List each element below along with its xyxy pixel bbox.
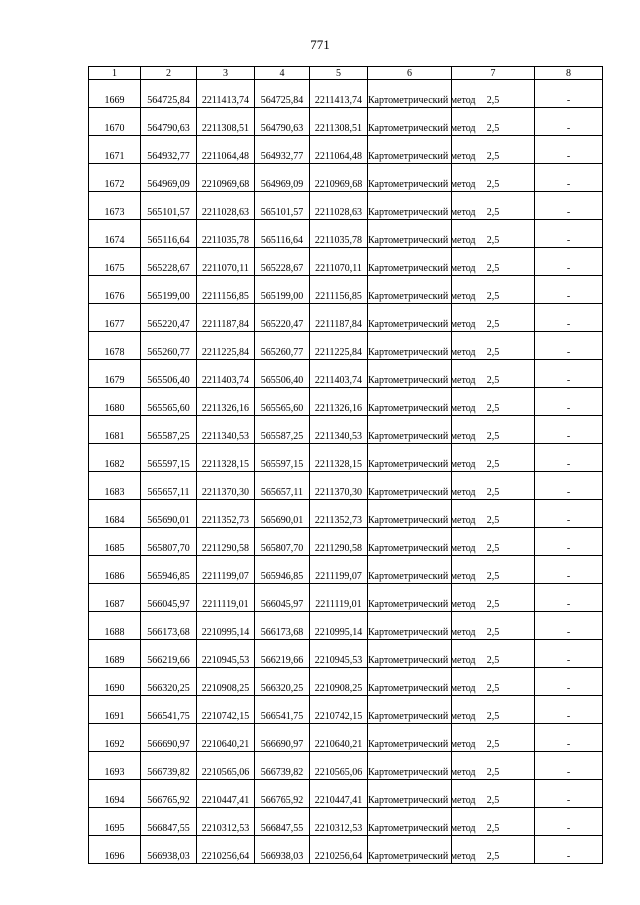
y-coordinate-cell: 2210995,14 bbox=[197, 612, 255, 640]
description-cell: - bbox=[535, 360, 603, 388]
method-cell: Картометрический метод bbox=[368, 780, 452, 808]
y-coordinate-cell: 2211187,84 bbox=[310, 304, 368, 332]
description-cell: - bbox=[535, 752, 603, 780]
x-coordinate-cell: 565228,67 bbox=[255, 248, 310, 276]
description-cell: - bbox=[535, 836, 603, 864]
y-coordinate-cell: 2210256,64 bbox=[310, 836, 368, 864]
x-coordinate-cell: 566173,68 bbox=[255, 612, 310, 640]
point-number-cell: 1676 bbox=[89, 276, 141, 304]
method-cell: Картометрический метод bbox=[368, 248, 452, 276]
x-coordinate-cell: 566938,03 bbox=[141, 836, 197, 864]
point-number-cell: 1673 bbox=[89, 192, 141, 220]
point-number-cell: 1686 bbox=[89, 556, 141, 584]
x-coordinate-cell: 565199,00 bbox=[141, 276, 197, 304]
table-row bbox=[89, 528, 603, 556]
table-row bbox=[89, 164, 603, 192]
method-cell: Картометрический метод bbox=[368, 220, 452, 248]
accuracy-cell: 2,5 bbox=[452, 136, 535, 164]
accuracy-cell: 2,5 bbox=[452, 276, 535, 304]
x-coordinate-cell: 564725,84 bbox=[255, 80, 310, 108]
description-cell: - bbox=[535, 444, 603, 472]
table-row bbox=[89, 752, 603, 780]
method-cell: Картометрический метод bbox=[368, 444, 452, 472]
description-cell: - bbox=[535, 416, 603, 444]
coordinates-table bbox=[88, 66, 603, 864]
accuracy-cell: 2,5 bbox=[452, 220, 535, 248]
point-number-cell: 1672 bbox=[89, 164, 141, 192]
x-coordinate-cell: 565228,67 bbox=[141, 248, 197, 276]
y-coordinate-cell: 2211352,73 bbox=[310, 500, 368, 528]
table-row bbox=[89, 444, 603, 472]
description-cell: - bbox=[535, 668, 603, 696]
x-coordinate-cell: 565597,15 bbox=[255, 444, 310, 472]
accuracy-cell: 2,5 bbox=[452, 836, 535, 864]
x-coordinate-cell: 564932,77 bbox=[141, 136, 197, 164]
point-number-cell: 1679 bbox=[89, 360, 141, 388]
y-coordinate-cell: 2210312,53 bbox=[197, 808, 255, 836]
table-row bbox=[89, 80, 603, 108]
method-cell: Картометрический метод bbox=[368, 192, 452, 220]
accuracy-cell: 2,5 bbox=[452, 584, 535, 612]
method-cell: Картометрический метод bbox=[368, 416, 452, 444]
accuracy-cell: 2,5 bbox=[452, 500, 535, 528]
x-coordinate-cell: 566690,97 bbox=[255, 724, 310, 752]
x-coordinate-cell: 565101,57 bbox=[141, 192, 197, 220]
x-coordinate-cell: 565220,47 bbox=[255, 304, 310, 332]
x-coordinate-cell: 566739,82 bbox=[141, 752, 197, 780]
y-coordinate-cell: 2210447,41 bbox=[197, 780, 255, 808]
x-coordinate-cell: 565807,70 bbox=[255, 528, 310, 556]
x-coordinate-cell: 565506,40 bbox=[141, 360, 197, 388]
x-coordinate-cell: 565116,64 bbox=[141, 220, 197, 248]
point-number-cell: 1683 bbox=[89, 472, 141, 500]
y-coordinate-cell: 2211070,11 bbox=[197, 248, 255, 276]
x-coordinate-cell: 565565,60 bbox=[255, 388, 310, 416]
x-coordinate-cell: 565690,01 bbox=[141, 500, 197, 528]
method-cell: Картометрический метод bbox=[368, 556, 452, 584]
y-coordinate-cell: 2211035,78 bbox=[310, 220, 368, 248]
y-coordinate-cell: 2211225,84 bbox=[310, 332, 368, 360]
accuracy-cell: 2,5 bbox=[452, 556, 535, 584]
point-number-cell: 1689 bbox=[89, 640, 141, 668]
accuracy-cell: 2,5 bbox=[452, 668, 535, 696]
method-cell: Картометрический метод bbox=[368, 472, 452, 500]
point-number-cell: 1695 bbox=[89, 808, 141, 836]
x-coordinate-cell: 564790,63 bbox=[255, 108, 310, 136]
accuracy-cell: 2,5 bbox=[452, 248, 535, 276]
x-coordinate-cell: 566045,97 bbox=[255, 584, 310, 612]
y-coordinate-cell: 2211290,58 bbox=[197, 528, 255, 556]
x-coordinate-cell: 566847,55 bbox=[255, 808, 310, 836]
point-number-cell: 1696 bbox=[89, 836, 141, 864]
table-row bbox=[89, 808, 603, 836]
header-cell: 6 bbox=[368, 67, 452, 80]
y-coordinate-cell: 2210447,41 bbox=[310, 780, 368, 808]
table-row bbox=[89, 360, 603, 388]
method-cell: Картометрический метод bbox=[368, 584, 452, 612]
description-cell: - bbox=[535, 248, 603, 276]
y-coordinate-cell: 2211370,30 bbox=[310, 472, 368, 500]
x-coordinate-cell: 564932,77 bbox=[255, 136, 310, 164]
y-coordinate-cell: 2210945,53 bbox=[310, 640, 368, 668]
table-row bbox=[89, 136, 603, 164]
x-coordinate-cell: 565946,85 bbox=[255, 556, 310, 584]
x-coordinate-cell: 566320,25 bbox=[141, 668, 197, 696]
point-number-cell: 1691 bbox=[89, 696, 141, 724]
x-coordinate-cell: 566541,75 bbox=[141, 696, 197, 724]
accuracy-cell: 2,5 bbox=[452, 108, 535, 136]
y-coordinate-cell: 2211028,63 bbox=[310, 192, 368, 220]
x-coordinate-cell: 565587,25 bbox=[141, 416, 197, 444]
point-number-cell: 1669 bbox=[89, 80, 141, 108]
y-coordinate-cell: 2211156,85 bbox=[310, 276, 368, 304]
x-coordinate-cell: 565260,77 bbox=[141, 332, 197, 360]
y-coordinate-cell: 2210640,21 bbox=[310, 724, 368, 752]
header-cell: 1 bbox=[89, 67, 141, 80]
accuracy-cell: 2,5 bbox=[452, 388, 535, 416]
description-cell: - bbox=[535, 80, 603, 108]
y-coordinate-cell: 2210565,06 bbox=[310, 752, 368, 780]
method-cell: Картометрический метод bbox=[368, 612, 452, 640]
y-coordinate-cell: 2211187,84 bbox=[197, 304, 255, 332]
x-coordinate-cell: 566847,55 bbox=[141, 808, 197, 836]
description-cell: - bbox=[535, 500, 603, 528]
x-coordinate-cell: 566765,92 bbox=[255, 780, 310, 808]
x-coordinate-cell: 565565,60 bbox=[141, 388, 197, 416]
accuracy-cell: 2,5 bbox=[452, 696, 535, 724]
y-coordinate-cell: 2210908,25 bbox=[197, 668, 255, 696]
y-coordinate-cell: 2211340,53 bbox=[310, 416, 368, 444]
y-coordinate-cell: 2211403,74 bbox=[310, 360, 368, 388]
x-coordinate-cell: 565587,25 bbox=[255, 416, 310, 444]
y-coordinate-cell: 2210256,64 bbox=[197, 836, 255, 864]
description-cell: - bbox=[535, 584, 603, 612]
point-number-cell: 1694 bbox=[89, 780, 141, 808]
y-coordinate-cell: 2211290,58 bbox=[310, 528, 368, 556]
x-coordinate-cell: 564969,09 bbox=[141, 164, 197, 192]
table-row bbox=[89, 640, 603, 668]
description-cell: - bbox=[535, 304, 603, 332]
header-cell: 3 bbox=[197, 67, 255, 80]
y-coordinate-cell: 2210312,53 bbox=[310, 808, 368, 836]
table-row bbox=[89, 612, 603, 640]
x-coordinate-cell: 564725,84 bbox=[141, 80, 197, 108]
table-row bbox=[89, 780, 603, 808]
description-cell: - bbox=[535, 192, 603, 220]
y-coordinate-cell: 2211326,16 bbox=[197, 388, 255, 416]
table-header-row bbox=[89, 67, 603, 80]
x-coordinate-cell: 566541,75 bbox=[255, 696, 310, 724]
method-cell: Картометрический метод bbox=[368, 640, 452, 668]
x-coordinate-cell: 564969,09 bbox=[255, 164, 310, 192]
method-cell: Картометрический метод bbox=[368, 808, 452, 836]
description-cell: - bbox=[535, 164, 603, 192]
table-row bbox=[89, 472, 603, 500]
table-row bbox=[89, 332, 603, 360]
y-coordinate-cell: 2211403,74 bbox=[197, 360, 255, 388]
header-cell: 2 bbox=[141, 67, 197, 80]
table-row bbox=[89, 500, 603, 528]
y-coordinate-cell: 2211308,51 bbox=[197, 108, 255, 136]
accuracy-cell: 2,5 bbox=[452, 80, 535, 108]
table-row bbox=[89, 304, 603, 332]
method-cell: Картометрический метод bbox=[368, 360, 452, 388]
accuracy-cell: 2,5 bbox=[452, 472, 535, 500]
accuracy-cell: 2,5 bbox=[452, 752, 535, 780]
method-cell: Картометрический метод bbox=[368, 108, 452, 136]
header-cell: 4 bbox=[255, 67, 310, 80]
description-cell: - bbox=[535, 136, 603, 164]
x-coordinate-cell: 565657,11 bbox=[141, 472, 197, 500]
method-cell: Картометрический метод bbox=[368, 388, 452, 416]
y-coordinate-cell: 2211326,16 bbox=[310, 388, 368, 416]
accuracy-cell: 2,5 bbox=[452, 780, 535, 808]
x-coordinate-cell: 566690,97 bbox=[141, 724, 197, 752]
y-coordinate-cell: 2211370,30 bbox=[197, 472, 255, 500]
method-cell: Картометрический метод bbox=[368, 276, 452, 304]
point-number-cell: 1687 bbox=[89, 584, 141, 612]
point-number-cell: 1684 bbox=[89, 500, 141, 528]
y-coordinate-cell: 2211413,74 bbox=[197, 80, 255, 108]
description-cell: - bbox=[535, 808, 603, 836]
method-cell: Картометрический метод bbox=[368, 696, 452, 724]
y-coordinate-cell: 2210908,25 bbox=[310, 668, 368, 696]
method-cell: Картометрический метод bbox=[368, 80, 452, 108]
table-row bbox=[89, 724, 603, 752]
method-cell: Картометрический метод bbox=[368, 136, 452, 164]
x-coordinate-cell: 566045,97 bbox=[141, 584, 197, 612]
y-coordinate-cell: 2210945,53 bbox=[197, 640, 255, 668]
table-row bbox=[89, 388, 603, 416]
accuracy-cell: 2,5 bbox=[452, 444, 535, 472]
y-coordinate-cell: 2211328,15 bbox=[197, 444, 255, 472]
point-number-cell: 1678 bbox=[89, 332, 141, 360]
x-coordinate-cell: 566173,68 bbox=[141, 612, 197, 640]
point-number-cell: 1680 bbox=[89, 388, 141, 416]
accuracy-cell: 2,5 bbox=[452, 164, 535, 192]
x-coordinate-cell: 566219,66 bbox=[141, 640, 197, 668]
y-coordinate-cell: 2211064,48 bbox=[197, 136, 255, 164]
description-cell: - bbox=[535, 724, 603, 752]
point-number-cell: 1675 bbox=[89, 248, 141, 276]
description-cell: - bbox=[535, 276, 603, 304]
description-cell: - bbox=[535, 220, 603, 248]
table-row bbox=[89, 668, 603, 696]
table-row bbox=[89, 276, 603, 304]
y-coordinate-cell: 2211199,07 bbox=[197, 556, 255, 584]
description-cell: - bbox=[535, 472, 603, 500]
accuracy-cell: 2,5 bbox=[452, 612, 535, 640]
y-coordinate-cell: 2210969,68 bbox=[310, 164, 368, 192]
y-coordinate-cell: 2211413,74 bbox=[310, 80, 368, 108]
method-cell: Картометрический метод bbox=[368, 724, 452, 752]
x-coordinate-cell: 565199,00 bbox=[255, 276, 310, 304]
accuracy-cell: 2,5 bbox=[452, 192, 535, 220]
header-cell: 7 bbox=[452, 67, 535, 80]
y-coordinate-cell: 2210640,21 bbox=[197, 724, 255, 752]
accuracy-cell: 2,5 bbox=[452, 416, 535, 444]
y-coordinate-cell: 2211119,01 bbox=[310, 584, 368, 612]
y-coordinate-cell: 2210969,68 bbox=[197, 164, 255, 192]
point-number-cell: 1692 bbox=[89, 724, 141, 752]
point-number-cell: 1682 bbox=[89, 444, 141, 472]
table-row bbox=[89, 248, 603, 276]
x-coordinate-cell: 565946,85 bbox=[141, 556, 197, 584]
y-coordinate-cell: 2211064,48 bbox=[310, 136, 368, 164]
y-coordinate-cell: 2211225,84 bbox=[197, 332, 255, 360]
x-coordinate-cell: 565116,64 bbox=[255, 220, 310, 248]
y-coordinate-cell: 2210995,14 bbox=[310, 612, 368, 640]
method-cell: Картометрический метод bbox=[368, 836, 452, 864]
point-number-cell: 1677 bbox=[89, 304, 141, 332]
table-row bbox=[89, 556, 603, 584]
description-cell: - bbox=[535, 696, 603, 724]
x-coordinate-cell: 566320,25 bbox=[255, 668, 310, 696]
x-coordinate-cell: 566938,03 bbox=[255, 836, 310, 864]
accuracy-cell: 2,5 bbox=[452, 304, 535, 332]
y-coordinate-cell: 2211352,73 bbox=[197, 500, 255, 528]
x-coordinate-cell: 565260,77 bbox=[255, 332, 310, 360]
point-number-cell: 1671 bbox=[89, 136, 141, 164]
x-coordinate-cell: 564790,63 bbox=[141, 108, 197, 136]
description-cell: - bbox=[535, 528, 603, 556]
x-coordinate-cell: 565220,47 bbox=[141, 304, 197, 332]
x-coordinate-cell: 565807,70 bbox=[141, 528, 197, 556]
table-row bbox=[89, 108, 603, 136]
x-coordinate-cell: 566739,82 bbox=[255, 752, 310, 780]
y-coordinate-cell: 2211035,78 bbox=[197, 220, 255, 248]
x-coordinate-cell: 566219,66 bbox=[255, 640, 310, 668]
table-row bbox=[89, 192, 603, 220]
method-cell: Картометрический метод bbox=[368, 164, 452, 192]
method-cell: Картометрический метод bbox=[368, 304, 452, 332]
x-coordinate-cell: 565690,01 bbox=[255, 500, 310, 528]
y-coordinate-cell: 2211340,53 bbox=[197, 416, 255, 444]
header-cell: 5 bbox=[310, 67, 368, 80]
accuracy-cell: 2,5 bbox=[452, 724, 535, 752]
accuracy-cell: 2,5 bbox=[452, 808, 535, 836]
method-cell: Картометрический метод bbox=[368, 332, 452, 360]
description-cell: - bbox=[535, 640, 603, 668]
point-number-cell: 1693 bbox=[89, 752, 141, 780]
accuracy-cell: 2,5 bbox=[452, 332, 535, 360]
table-body bbox=[89, 67, 603, 864]
x-coordinate-cell: 566765,92 bbox=[141, 780, 197, 808]
method-cell: Картометрический метод bbox=[368, 752, 452, 780]
method-cell: Картометрический метод bbox=[368, 668, 452, 696]
description-cell: - bbox=[535, 108, 603, 136]
table-row bbox=[89, 696, 603, 724]
y-coordinate-cell: 2211119,01 bbox=[197, 584, 255, 612]
y-coordinate-cell: 2210565,06 bbox=[197, 752, 255, 780]
x-coordinate-cell: 565506,40 bbox=[255, 360, 310, 388]
header-cell: 8 bbox=[535, 67, 603, 80]
method-cell: Картометрический метод bbox=[368, 528, 452, 556]
accuracy-cell: 2,5 bbox=[452, 528, 535, 556]
description-cell: - bbox=[535, 556, 603, 584]
accuracy-cell: 2,5 bbox=[452, 360, 535, 388]
point-number-cell: 1685 bbox=[89, 528, 141, 556]
table-row bbox=[89, 836, 603, 864]
x-coordinate-cell: 565597,15 bbox=[141, 444, 197, 472]
point-number-cell: 1688 bbox=[89, 612, 141, 640]
y-coordinate-cell: 2211156,85 bbox=[197, 276, 255, 304]
y-coordinate-cell: 2211028,63 bbox=[197, 192, 255, 220]
y-coordinate-cell: 2210742,15 bbox=[310, 696, 368, 724]
point-number-cell: 1674 bbox=[89, 220, 141, 248]
point-number-cell: 1670 bbox=[89, 108, 141, 136]
y-coordinate-cell: 2211070,11 bbox=[310, 248, 368, 276]
x-coordinate-cell: 565657,11 bbox=[255, 472, 310, 500]
description-cell: - bbox=[535, 780, 603, 808]
point-number-cell: 1690 bbox=[89, 668, 141, 696]
point-number-cell: 1681 bbox=[89, 416, 141, 444]
page-number: 771 bbox=[310, 37, 330, 52]
table-row bbox=[89, 220, 603, 248]
accuracy-cell: 2,5 bbox=[452, 640, 535, 668]
method-cell: Картометрический метод bbox=[368, 500, 452, 528]
y-coordinate-cell: 2211199,07 bbox=[310, 556, 368, 584]
x-coordinate-cell: 565101,57 bbox=[255, 192, 310, 220]
y-coordinate-cell: 2211308,51 bbox=[310, 108, 368, 136]
table-row bbox=[89, 416, 603, 444]
description-cell: - bbox=[535, 612, 603, 640]
table-row bbox=[89, 584, 603, 612]
description-cell: - bbox=[535, 332, 603, 360]
y-coordinate-cell: 2211328,15 bbox=[310, 444, 368, 472]
y-coordinate-cell: 2210742,15 bbox=[197, 696, 255, 724]
description-cell: - bbox=[535, 388, 603, 416]
